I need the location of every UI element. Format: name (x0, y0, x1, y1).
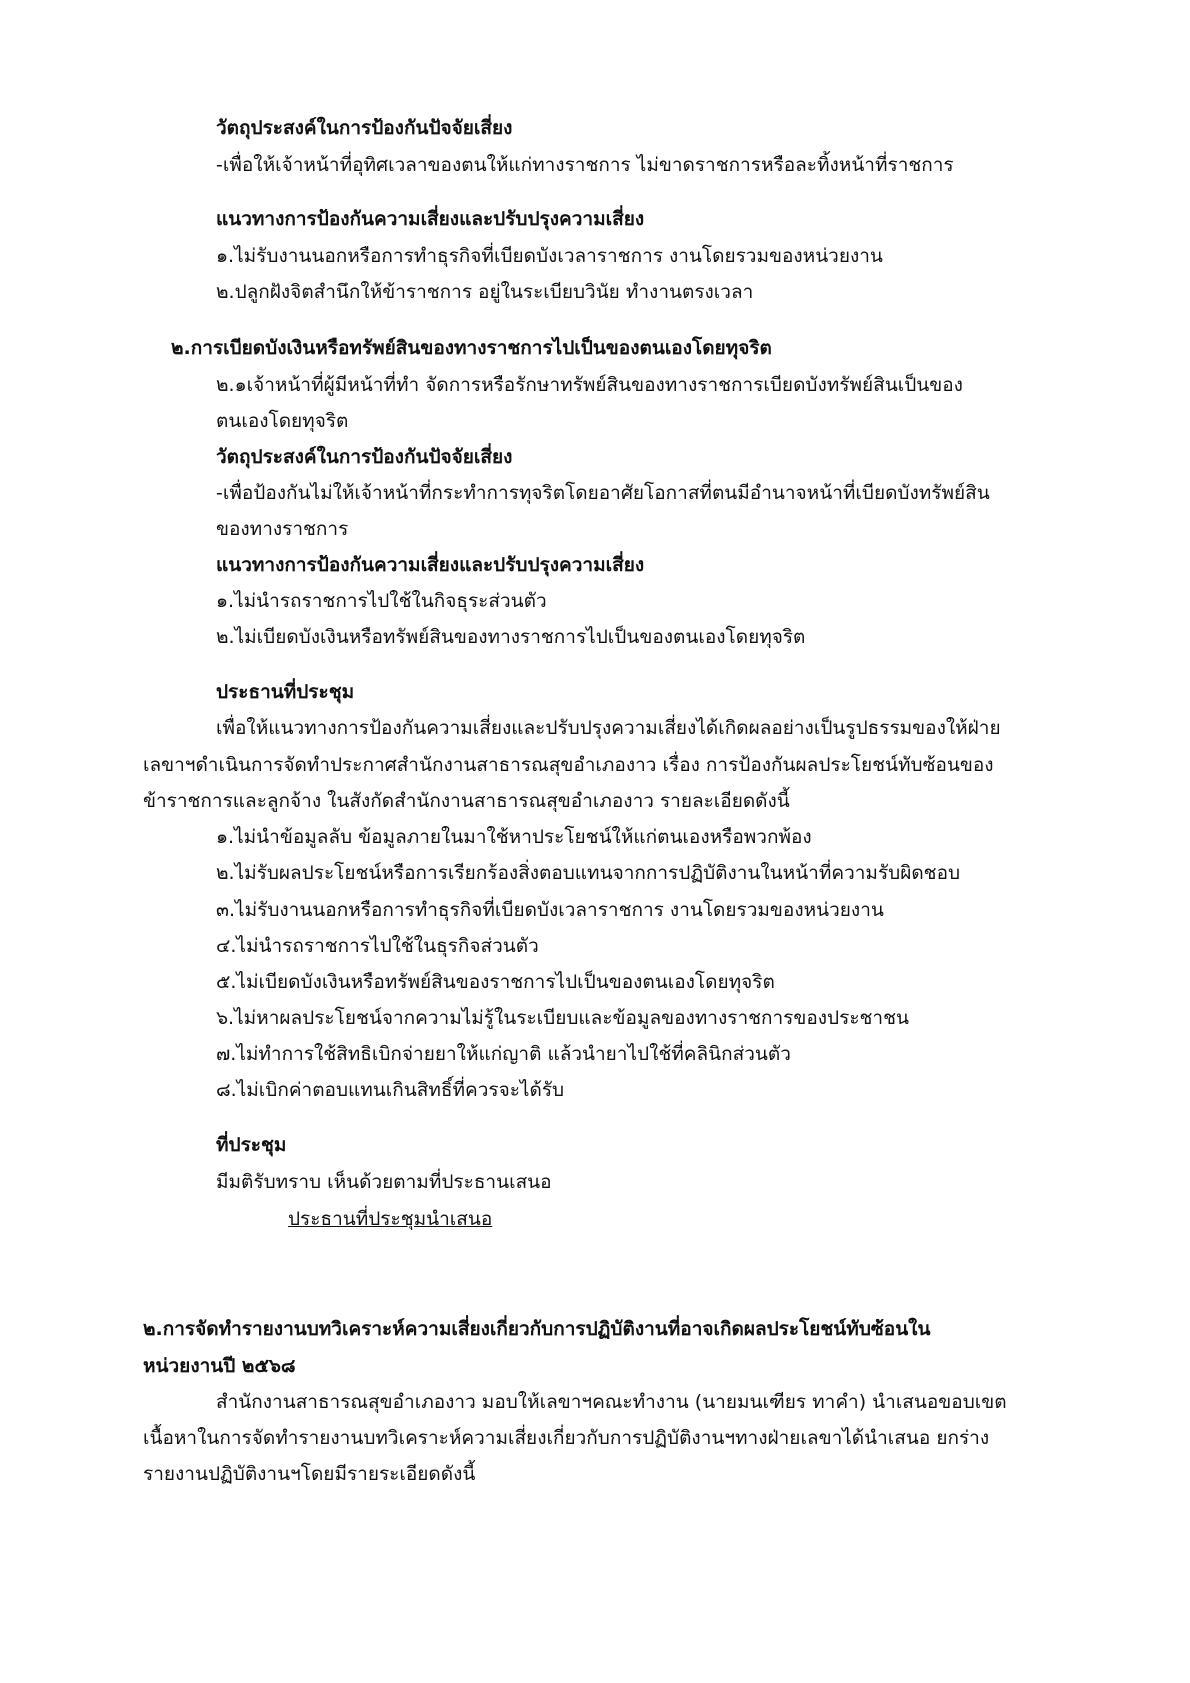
section2-heading: ๒.การเบียดบังเงินหรือทรัพย์สินของทางราชการไปเป็นของตนเองโดยทุจริต (171, 337, 772, 359)
chair-item-3: ๓.ไม่รับงานนอกหรือการทำธุรกิจที่เบียดบังเวลาราชการ งานโดยรวมของหน่วยงาน (216, 899, 884, 921)
objective-line2-2: ของทางราชการ (216, 518, 349, 540)
chair-item-7: ๗.ไม่ทำการใช้สิทธิเบิกจ่ายยาให้แก่ญาติ แล้วนำยาไปใช้ที่คลินิกส่วนตัว (216, 1043, 791, 1065)
chair-item-1: ๑.ไม่นำข้อมูลลับ ข้อมูลภายในมาใช้หาประโยชน์ให้แก่ตนเองหรือพวกพ้อง (216, 826, 812, 848)
chair-item-4: ๔.ไม่นำรถราชการไปใช้ในธุรกิจส่วนตัว (216, 935, 539, 957)
agenda2-para-line2: เนื้อหาในการจัดทำรายงานบทวิเคราะห์ความเสี่ยงเกี่ยวกับการปฏิบัติงานฯทางฝ่ายเลขาได้นำเสนอ ยกร่าง (143, 1427, 990, 1449)
chair-item-6: ๖.ไม่หาผลประโยชน์จากความไม่รู้ในระเบียบและข้อมูลของทางราชการของประชาชน (216, 1007, 909, 1029)
chair-para-line1: เพื่อให้แนวทางการป้องกันความเสี่ยงและปรับปรุงความเสี่ยงได้เกิดผลอย่างเป็นรูปธรรมของให้ฝ่าย (216, 717, 1001, 739)
chair-para-line2: เลขาฯดำเนินการจัดทำประกาศสำนักงานสาธารณสุขอำเภองาว เรื่อง การป้องกันผลประโยชน์ทับซ้อนของ (143, 754, 994, 776)
agenda2-para-line1: สำนักงานสาธารณสุขอำเภองาว มอบให้เลขาฯคณะทำงาน (นายมนเฑียร ทาคำ) นำเสนอขอบเขต (216, 1391, 1007, 1413)
agenda2-heading-line1: ๒.การจัดทำรายงานบทวิเคราะห์ความเสี่ยงเกี่ยวกับการปฏิบัติงานที่อาจเกิดผลประโยชน์ทับซ้อนใน (143, 1318, 931, 1340)
meeting-resolution: มีมติรับทราบ เห็นด้วยตามที่ประธานเสนอ (216, 1171, 552, 1193)
objective-heading-2: วัตถุประสงค์ในการป้องกันปัจจัยเสี่ยง (216, 446, 513, 468)
objective-text-1: -เพื่อให้เจ้าหน้าที่อุทิศเวลาของตนให้แก่ทางราชการ ไม่ขาดราชการหรือละทิ้งหน้าที่ราชการ (216, 154, 954, 176)
guideline-item-1-2: ๒.ปลูกฝังจิตสำนึกให้ข้าราชการ อยู่ในระเบียบวินัย ทำงานตรงเวลา (216, 281, 754, 303)
guideline-item-2-1: ๑.ไม่นำรถราชการไปใช้ในกิจธุระส่วนตัว (216, 590, 547, 612)
chair-item-8: ๘.ไม่เบิกค่าตอบแทนเกินสิทธิ์ที่ควรจะได้รับ (216, 1079, 565, 1101)
guideline-item-1-1: ๑.ไม่รับงานนอกหรือการทำธุรกิจที่เบียดบังเวลาราชการ งานโดยรวมของหน่วยงาน (216, 245, 883, 267)
agenda2-para-line3: รายงานปฏิบัติงานฯโดยมีรายระเอียดดังนี้ (143, 1463, 476, 1485)
meeting-heading: ที่ประชุม (216, 1134, 287, 1156)
section2-item-line2: ตนเองโดยทุจริต (216, 410, 349, 432)
agenda2-heading-line2: หน่วยงานปี ๒๕๖๘ (143, 1355, 296, 1377)
presented-by: ประธานที่ประชุมนำเสนอ (288, 1208, 493, 1230)
chair-item-2: ๒.ไม่รับผลประโยชน์หรือการเรียกร้องสิ่งตอบแทนจากการปฏิบัติงานในหน้าที่ความรับผิดชอบ (216, 862, 961, 884)
chair-heading: ประธานที่ประชุม (216, 681, 355, 703)
chair-para-line3: ข้าราชการและลูกจ้าง ในสังกัดสำนักงานสาธารณสุขอำเภองาว รายละเอียดดังนี้ (143, 790, 790, 812)
chair-item-5: ๕.ไม่เบียดบังเงินหรือทรัพย์สินของราชการไปเป็นของตนเองโดยทุจริต (216, 971, 775, 993)
guideline-heading-1: แนวทางการป้องกันความเสี่ยงและปรับปรุงความเสี่ยง (216, 208, 645, 230)
guideline-item-2-2: ๒.ไม่เบียดบังเงินหรือทรัพย์สินของทางราชการไปเป็นของตนเองโดยทุจริต (216, 626, 806, 648)
objective-line1-2: -เพื่อป้องกันไม่ให้เจ้าหน้าที่กระทำการทุจริตโดยอาศัยโอกาสที่ตนมีอำนาจหน้าที่เบียดบังทรัพย์สิน (216, 482, 990, 504)
section2-item-line1: ๒.๑เจ้าหน้าที่ผู้มีหน้าที่ทำ จัดการหรือรักษาทรัพย์สินของทางราชการเบียดบังทรัพย์สินเป็นของ (216, 374, 963, 396)
objective-heading-1: วัตถุประสงค์ในการป้องกันปัจจัยเสี่ยง (216, 117, 513, 139)
guideline-heading-2: แนวทางการป้องกันความเสี่ยงและปรับปรุงความเสี่ยง (216, 554, 645, 576)
